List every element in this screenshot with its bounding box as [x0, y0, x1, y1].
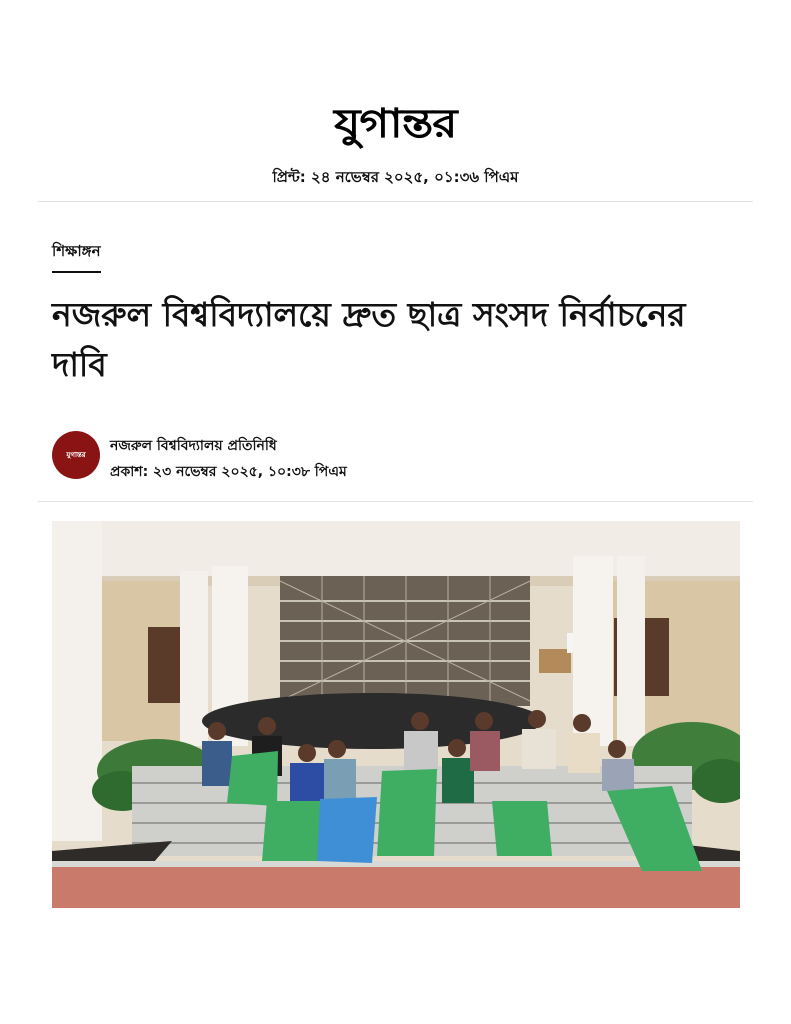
print-timestamp: প্রিন্ট: ২৪ নভেম্বর ২০২৫, ০১:৩৬ পিএম — [272, 168, 519, 186]
divider — [38, 201, 753, 202]
avatar-logo-text: যুগান্তর — [66, 450, 86, 459]
category-link[interactable]: শিক্ষাঙ্গন — [52, 240, 101, 273]
article-photo — [52, 521, 740, 908]
divider — [38, 501, 753, 502]
article-headline: নজরুল বিশ্ববিদ্যালয়ে দ্রুত ছাত্র সংসদ নির্বাচনের দাবি — [52, 295, 686, 384]
author-name[interactable]: নজরুল বিশ্ববিদ্যালয় প্রতিনিধি — [110, 438, 277, 454]
author-avatar — [52, 431, 100, 479]
site-logo[interactable]: যুগান্তর — [334, 100, 457, 147]
masthead — [0, 100, 791, 148]
published-timestamp: প্রকাশ: ২৩ নভেম্বর ২০২৫, ১০:৩৮ পিএম — [110, 464, 347, 480]
